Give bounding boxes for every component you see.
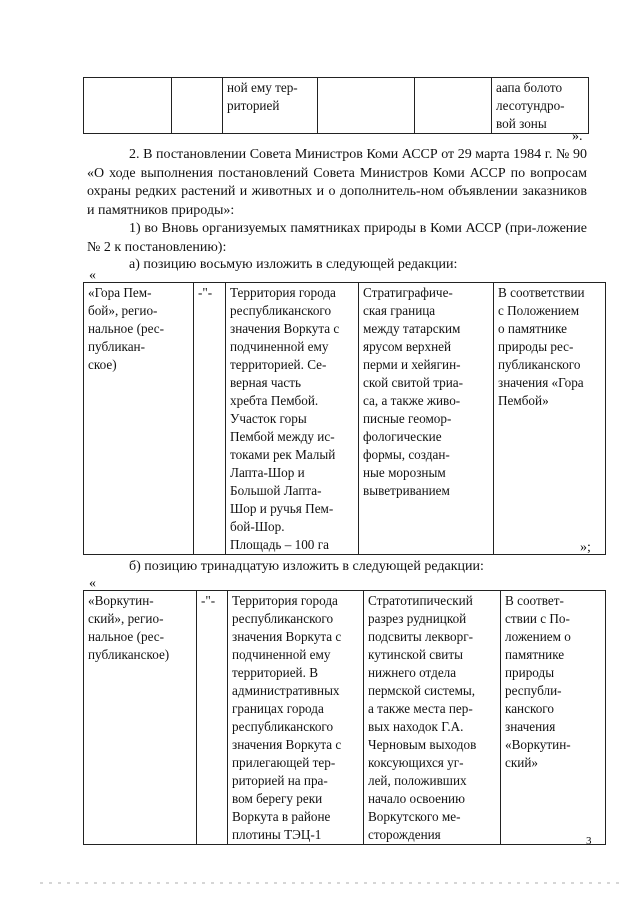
top-table: [83, 77, 589, 134]
top-cell-description: [318, 78, 415, 134]
item-a-heading: а) позицию восьмую изложить в следующей редакции:: [129, 257, 458, 272]
paragraph-2: 2. В постановлении Совета Министров Коми АССР от 29 марта 1984 г. № 90 «О ходе выполнения постановлений Совета Министров Коми АССР по вопросам охраны редких растений и животных и о дополнитель-ном объявлении заказников и памятников природы»:: [87, 147, 587, 218]
table-a: [83, 282, 606, 555]
table-b-description: Стратотипический разрез рудницкой подсвиты лекворг- кутинской свиты нижнего отдела пермской системы, а также места пер- вых находок Г.А. Черновым выходов коксующихся уг- лей, положивших начало освоению Воркутского ме- сторождения: [364, 591, 501, 845]
table-a-description: Стратиграфиче- ская граница между татарским ярусом верхней перми и хейягин- ской свитой триа- са, а также живо- писные геомор- фологические формы, создан- ные морозным выветриванием: [359, 283, 494, 555]
open-quote-a: «: [89, 268, 96, 283]
scan-artifact-line: [40, 882, 620, 884]
table-b-name: «Воркутин- ский», регио- нальное (рес- публиканское): [84, 591, 197, 845]
table-a-ditto: -"-: [194, 283, 226, 555]
top-cell-territory: ной ему тер- риторией: [223, 78, 318, 134]
top-cell-ditto: [172, 78, 223, 134]
paragraph-2-1: 1) во Вновь организуемых памятниках природы в Коми АССР (при-ложение № 2 к постановлению):: [87, 221, 587, 255]
table-row: [84, 591, 606, 845]
item-b-heading: б) позицию тринадцатую изложить в следующей редакции:: [129, 559, 484, 574]
top-cell-name: [84, 78, 172, 134]
table-a-basis: В соответствии с Положением о памятнике природы рес- публиканского значения «Гора Пембой»: [494, 283, 606, 555]
top-cell-extra: [415, 78, 492, 134]
table-row: [84, 283, 606, 555]
top-cell-basis: аапа болото лесотундро- вой зоны: [492, 78, 589, 134]
table-b-basis: В соответ- ствии с По- ложением о памятнике природы республи- канского значения «Воркутин- ский»: [501, 591, 606, 845]
page-number: 3: [586, 835, 592, 847]
table-row: [84, 78, 589, 134]
table-b: [83, 590, 606, 845]
close-quote-a: »;: [580, 540, 591, 555]
table-b-territory: Территория города республиканского значения Воркута с подчиненной ему территорией. В административных границах города республиканского значения Воркута с прилегающей тер- риторией на пра- вом берегу реки Воркута в районе плотины ТЭЦ-1: [228, 591, 364, 845]
table-a-name: «Гора Пем- бой», регио- нальное (рес- публикан- ское): [84, 283, 194, 555]
open-quote-b: «: [89, 576, 96, 591]
close-quote-top: ».: [572, 129, 583, 144]
table-a-territory: Территория города республиканского значения Воркута с подчиненной ему территорией. Се- верная часть хребта Пембой. Участок горы Пембой между ис- токами рек Малый Лапта-Шор и Большой Лапта- Шор и ручья Пем- бой-Шор. Площадь – 100 га: [226, 283, 359, 555]
table-b-ditto: -"-: [197, 591, 228, 845]
